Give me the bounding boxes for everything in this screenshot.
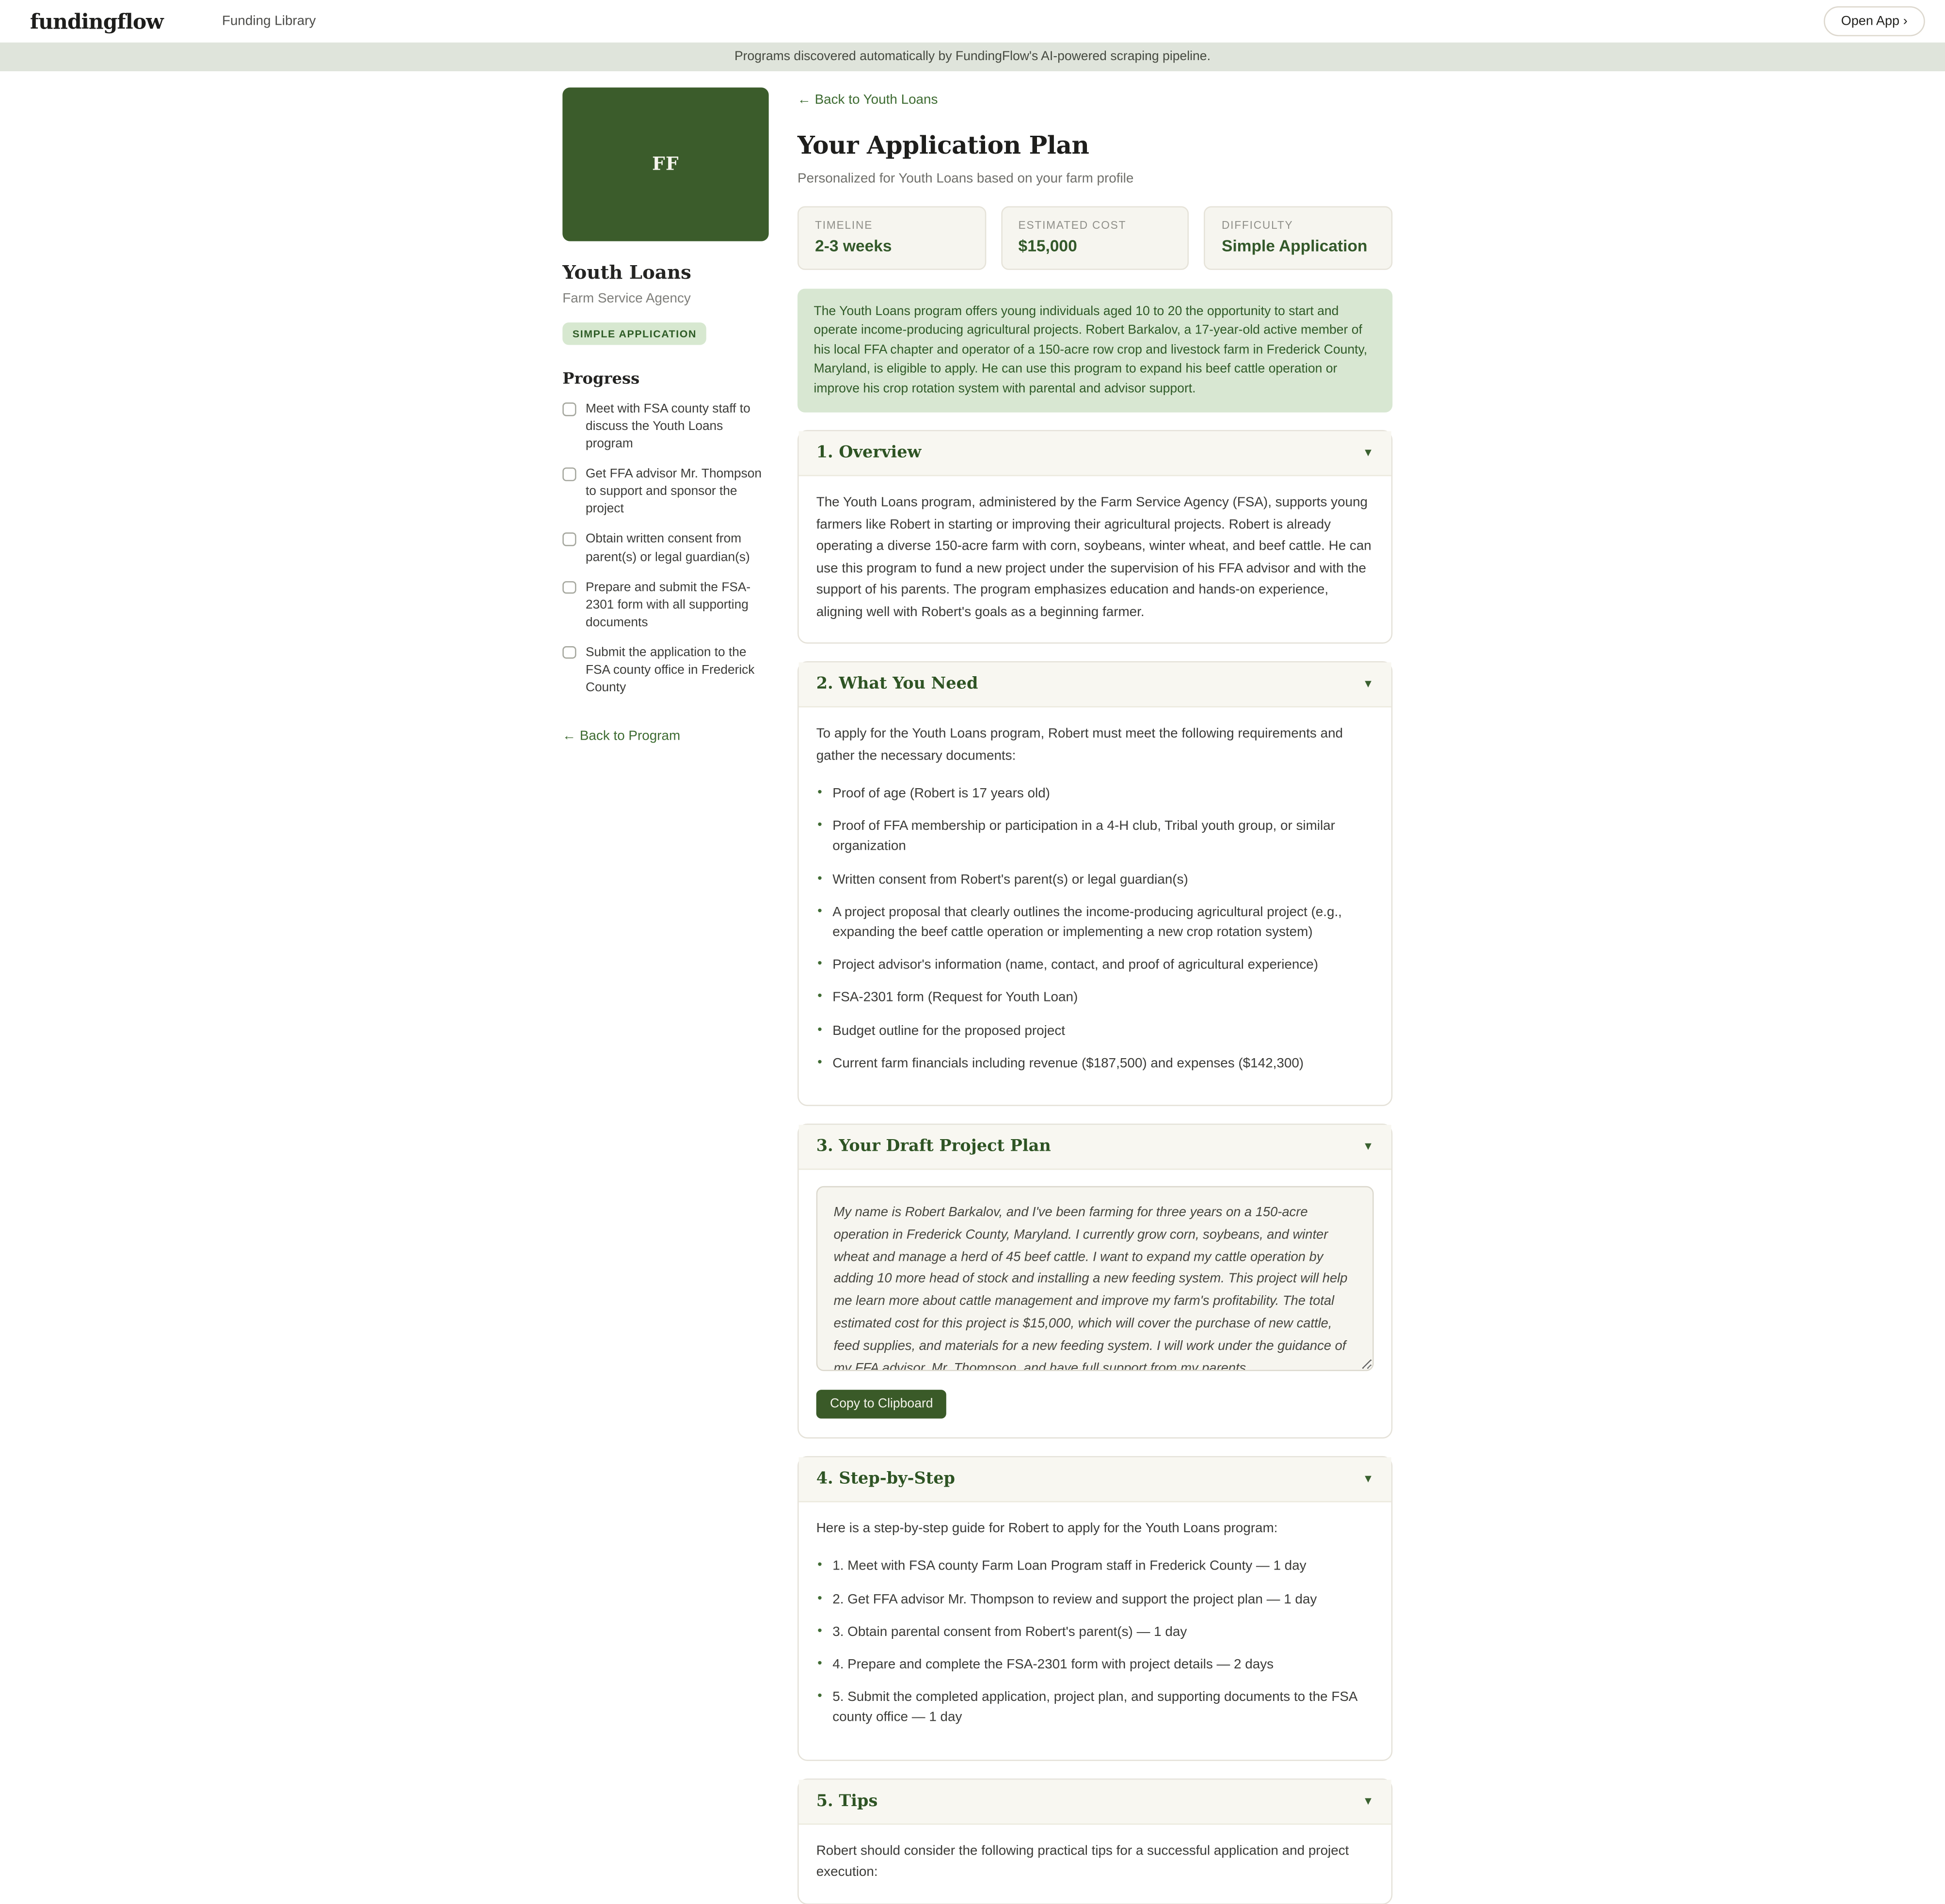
step-item: • 1. Meet with FSA county Farm Loan Program staff in Frederick County — 1 day [816, 1556, 1374, 1577]
program-agency: Farm Service Agency [562, 291, 691, 306]
section-title: 3. Your Draft Project Plan [816, 1137, 1051, 1156]
checklist-item[interactable] [562, 532, 768, 567]
project-plan-textarea[interactable] [816, 1186, 1374, 1371]
program-sidebar [562, 87, 768, 746]
requirements-intro: To apply for the Youth Loans program, Robert must meet the following requirements and gather the necessary documents: [816, 726, 1343, 763]
stat-label: DIFFICULTY [1221, 219, 1293, 232]
collapse-chevron-icon: ▼ [1362, 1794, 1374, 1807]
stat-value: 2-3 weeks [815, 236, 892, 255]
checklist-label-1: Meet with FSA county staff to discuss the Youth Loans program [585, 402, 750, 452]
checklist-item[interactable] [562, 579, 768, 632]
checklist-label-2: Get FFA advisor Mr. Thompson to support and sponsor the project [585, 467, 762, 517]
section-draft-project-plan-body [799, 1170, 1391, 1437]
difficulty-badge: SIMPLE APPLICATION [562, 322, 706, 345]
checklist-checkbox-2[interactable] [562, 468, 575, 481]
program-logo-tile [562, 87, 768, 241]
collapse-chevron-icon: ▼ [1362, 446, 1374, 459]
stat-card-timeline [797, 206, 986, 270]
requirement-item: • Project advisor's information (name, contact, and proof of agricultural experience) [816, 955, 1374, 975]
requirement-item: • Proof of FFA membership or participation in a 4-H club, Tribal youth group, or similar organization [816, 816, 1374, 857]
section-tips [797, 1778, 1392, 1904]
requirement-item: • FSA-2301 form (Request for Youth Loan) [816, 988, 1374, 1008]
checklist-label-3: Obtain written consent from parent(s) or legal guardian(s) [585, 533, 750, 565]
stat-value: Simple Application [1221, 236, 1368, 255]
tips-intro: Robert should consider the following practical tips for a successful application and project execution: [816, 1842, 1349, 1880]
checklist-checkbox-5[interactable] [562, 646, 575, 659]
stat-card-estimated-cost [1001, 206, 1189, 270]
section-draft-project-plan [797, 1124, 1392, 1439]
announcement-banner [0, 43, 1945, 71]
program-initials: FF [652, 154, 679, 175]
requirements-list [816, 784, 1374, 1074]
section-tips-body [799, 1824, 1391, 1903]
copy-to-clipboard-button[interactable]: Copy to Clipboard [816, 1390, 947, 1418]
page-title: Your Application Plan [797, 131, 1089, 160]
fundingflow-logo[interactable]: fundingflow [30, 9, 163, 33]
step-item: • 2. Get FFA advisor Mr. Thompson to review and support the project plan — 1 day [816, 1589, 1374, 1610]
stat-card-difficulty [1204, 206, 1392, 270]
stat-label: ESTIMATED COST [1018, 219, 1127, 232]
checklist-item[interactable] [562, 645, 768, 698]
overview-paragraph: The Youth Loans program, administered by the Farm Service Agency (FSA), supports young farmers like Robert in starting or improving their agricultural projects. Robert is already operating a diverse 150-acre farm with corn, soybeans, winter wheat, and beef cattle. He can use this program to fund a new project under the supervision of his FFA advisor and with the support of his parents. The program emphasizes education and hands-on experience, aligning well with Robert's goals as a beginning farmer. [816, 495, 1371, 619]
checklist-checkbox-1[interactable] [562, 402, 575, 415]
collapse-chevron-icon: ▼ [1362, 1140, 1374, 1153]
steps-intro: Here is a step-by-step guide for Robert to apply for the Youth Loans program: [816, 1521, 1278, 1536]
page-subtitle: Personalized for Youth Loans based on your farm profile [797, 171, 1134, 187]
section-title: 5. Tips [816, 1792, 878, 1810]
steps-list [816, 1556, 1374, 1728]
checklist-label-5: Submit the application to the FSA county office in Frederick County [585, 646, 755, 695]
content-area [562, 87, 1392, 1904]
program-name: Youth Loans [562, 261, 691, 284]
section-draft-project-plan-header[interactable] [799, 1125, 1391, 1170]
section-overview-header[interactable] [799, 431, 1391, 476]
stat-label: TIMELINE [815, 219, 873, 232]
announcement-text: Programs discovered automatically by FundingFlow's AI-powered scraping pipeline. [734, 50, 1211, 64]
section-title: 2. What You Need [816, 675, 978, 694]
section-step-by-step-body [799, 1502, 1391, 1759]
top-bar [0, 0, 1945, 43]
checklist-checkbox-3[interactable] [562, 533, 575, 546]
collapse-chevron-icon: ▼ [1362, 677, 1374, 690]
requirement-item: • Written consent from Robert's parent(s) or legal guardian(s) [816, 870, 1374, 890]
stat-value: $15,000 [1018, 236, 1077, 255]
back-to-program-link[interactable]: ← Back to Program [562, 729, 681, 744]
section-what-you-need-body [799, 708, 1391, 1105]
requirement-item: • Current farm financials including revenue ($187,500) and expenses ($142,300) [816, 1053, 1374, 1074]
section-what-you-need-header[interactable] [799, 663, 1391, 708]
section-step-by-step-header[interactable] [799, 1457, 1391, 1502]
open-app-button[interactable]: Open App › [1824, 6, 1925, 36]
progress-checklist [562, 401, 768, 698]
checklist-item[interactable] [562, 466, 768, 519]
main-column [797, 87, 1392, 1904]
back-to-youth-loans-link[interactable]: ← Back to Youth Loans [797, 92, 938, 108]
stats-row [797, 206, 1392, 270]
progress-heading: Progress [562, 368, 640, 388]
step-item: • 5. Submit the completed application, project plan, and supporting documents to the FSA county office — 1 day [816, 1687, 1374, 1728]
step-item: • 4. Prepare and complete the FSA-2301 form with project details — 2 days [816, 1655, 1374, 1675]
section-tips-header[interactable] [799, 1779, 1391, 1824]
collapse-chevron-icon: ▼ [1362, 1472, 1374, 1485]
requirement-item: • Proof of age (Robert is 17 years old) [816, 784, 1374, 804]
checklist-label-4: Prepare and submit the FSA-2301 form with all supporting documents [585, 580, 751, 630]
section-step-by-step [797, 1456, 1392, 1761]
checklist-checkbox-4[interactable] [562, 581, 575, 594]
section-title: 1. Overview [816, 444, 922, 463]
requirement-item: • A project proposal that clearly outlines the income-producing agricultural project (e.g., expanding the beef cattle operation or implementing a new crop rotation system) [816, 902, 1374, 942]
section-title: 4. Step-by-Step [816, 1470, 956, 1489]
section-overview [797, 430, 1392, 644]
nav-funding-library[interactable]: Funding Library [222, 14, 316, 29]
requirement-item: • Budget outline for the proposed project [816, 1020, 1374, 1041]
checklist-item[interactable] [562, 401, 768, 454]
section-what-you-need [797, 661, 1392, 1106]
eligibility-summary: The Youth Loans program offers young individuals aged 10 to 20 the opportunity to start and operate income-producing agricultural projects. Robert Barkalov, a 17-year-old active member of his local FFA chapter and operator of a 150-acre row crop and livestock farm in Frederick County, Maryland, is eligible to apply. He can use this program to expand his beef cattle operation or improve his crop rotation system with parental and advisor support. [797, 289, 1392, 413]
section-overview-body [799, 476, 1391, 643]
step-item: • 3. Obtain parental consent from Robert's parent(s) — 1 day [816, 1622, 1374, 1642]
